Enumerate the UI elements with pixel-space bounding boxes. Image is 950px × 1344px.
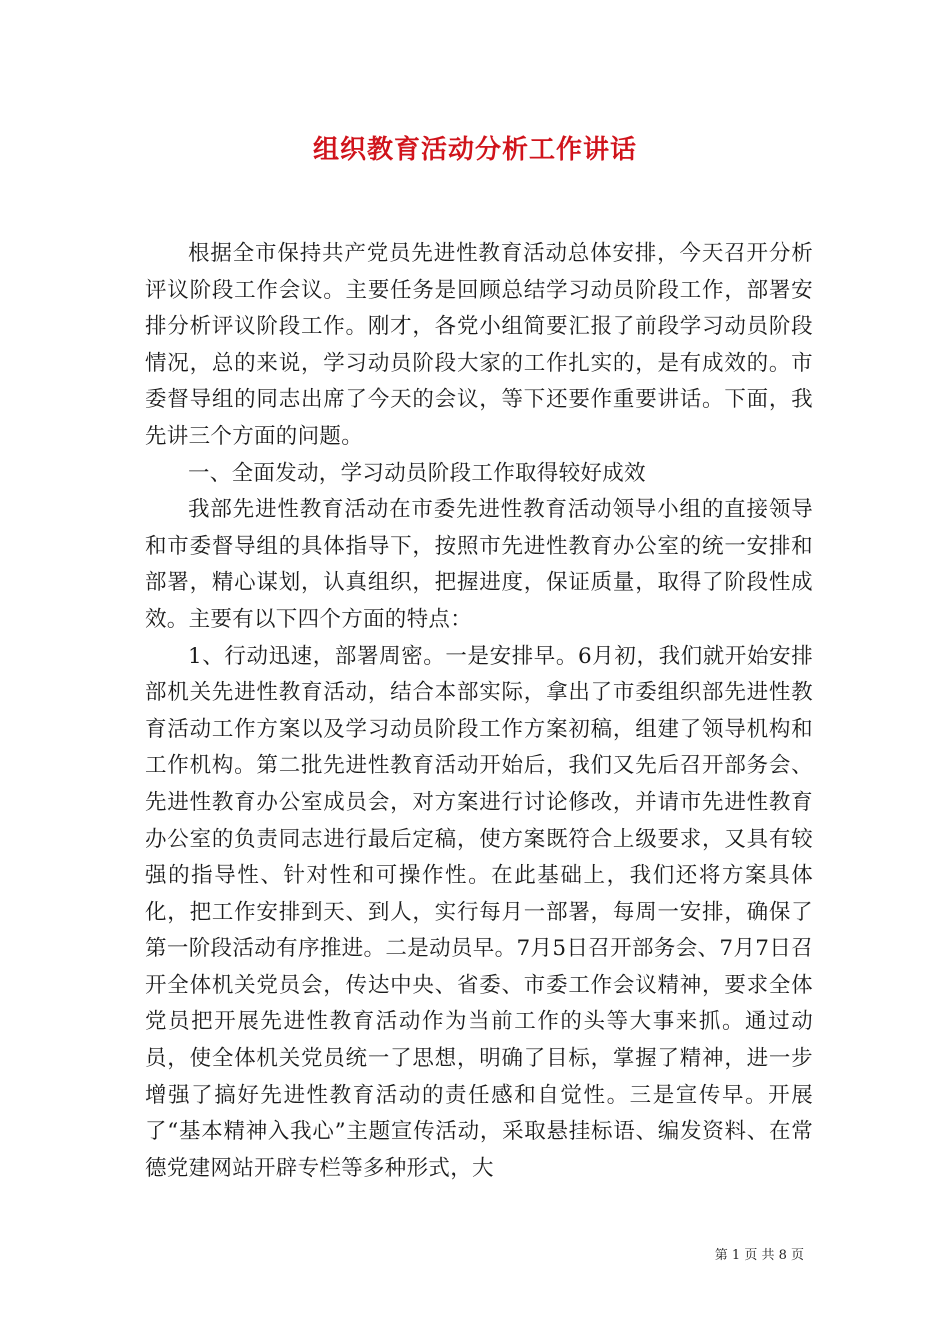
paragraph-intro: 根据全市保持共产党员先进性教育活动总体安排，今天召开分析评议阶段工作会议。主要任务是回顾总结学习动员阶段工作，部署安排分析评议阶段工作。刚才，各党小组简要汇报了前段学习动员阶段情况，总的来说，学习动员阶段大家的工作扎实的，是有成效的。市委督导组的同志出席了今天的会议，等下还要作重要讲话。下面，我先讲三个方面的问题。 [145,241,813,449]
page-number: 第 1 页 共 8 页 [714,1248,804,1263]
document-title: 组织教育活动分析工作讲话 [312,135,637,165]
paragraph-section-1: 我部先进性教育活动在市委先进性教育活动领导小组的直接领导和市委督导组的具体指导下，按照市先进性教育办公室的统一安排和部署，精心谋划，认真组织，把握进度，保证质量，取得了阶段性成效。主要有以下四个方面的特点： [145,497,813,632]
document-body [145,236,813,1187]
section-heading-1: 一、全面发动，学习动员阶段工作取得较好成效 [188,460,646,486]
paragraph-point-1: 1、行动迅速，部署周密。一是安排早。6月初，我们就开始安排部机关先进性教育活动，结合本部实际，拿出了市委组织部先进性教育活动工作方案以及学习动员阶段工作方案初稿，组建了领导机构和工作机构。第二批先进性教育活动开始后，我们又先后召开部务会、先进性教育办公室成员会，对方案进行讨论修改，并请市先进性教育办公室的负责同志进行最后定稿，使方案既符合上级要求，又具有较强的指导性、针对性和可操作性。在此基础上，我们还将方案具体化，把工作安排到天、到人，实行每月一部署，每周一安排，确保了第一阶段活动有序推进。二是动员早。7月5日召开部务会、7月7日召开全体机关党员会，传达中央、省委、市委工作会议精神，要求全体党员把开展先进性教育活动作为当前工作的头等大事来抓。通过动员，使全体机关党员统一了思想，明确了目标，掌握了精神，进一步增强了搞好先进性教育活动的责任感和自觉性。三是宣传早。开展了“基本精神入我心”主题宣传活动，采取悬挂标语、编发资料、在常德党建网站开辟专栏等多种形式，大 [145,643,813,1181]
